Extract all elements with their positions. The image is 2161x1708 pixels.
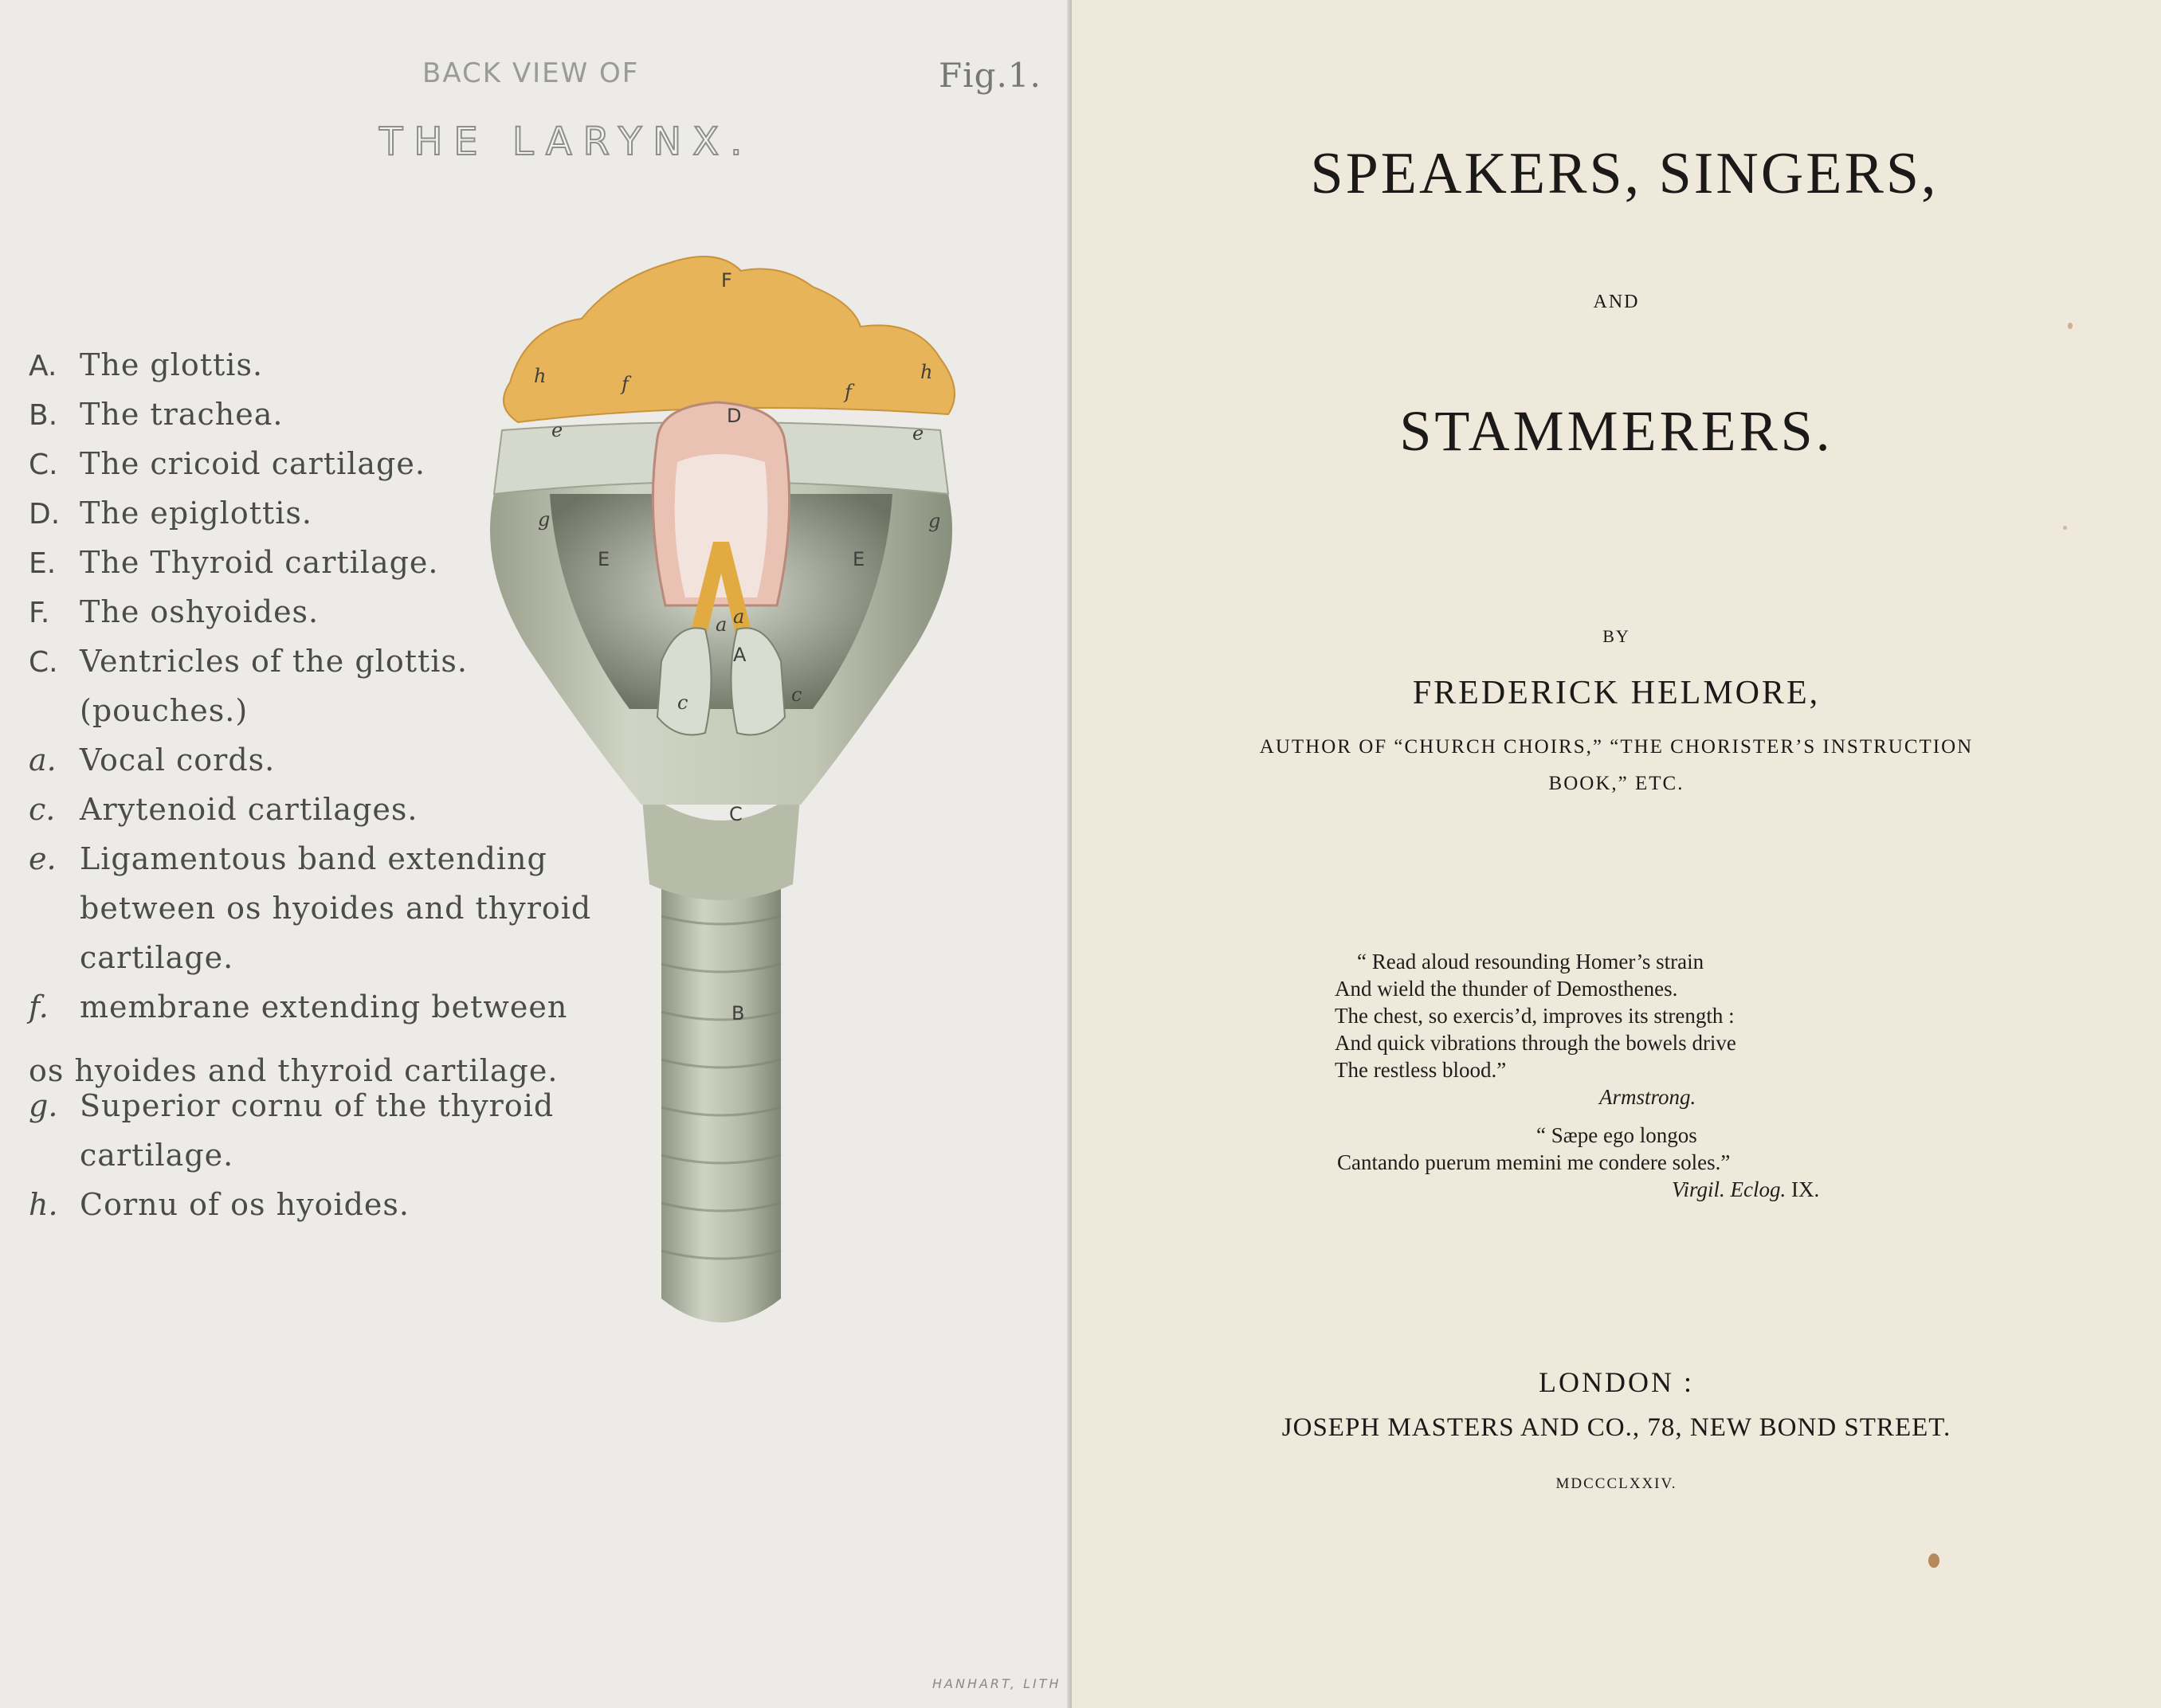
legend-text: cartilage. (80, 940, 234, 975)
epigraph-armstrong (1335, 948, 1736, 1111)
legend-key: c. (29, 792, 56, 827)
legend-item (29, 397, 283, 446)
epigraph2-attribution: Virgil. Eclog. IX. (1672, 1177, 1820, 1201)
legend-key: A. (29, 350, 57, 382)
epigraph1-attribution: Armstrong. (1599, 1085, 1696, 1109)
label-D: D (727, 405, 742, 427)
legend-item (29, 1138, 233, 1187)
by-line: BY (1602, 626, 1630, 646)
label-F: F (721, 269, 732, 292)
foxing-spot (2063, 526, 2067, 530)
label-a-left: a (716, 613, 728, 636)
legend-item (29, 545, 439, 594)
label-g-right: g (928, 510, 941, 532)
legend-text: membrane extending between (80, 989, 568, 1024)
legend-item (29, 742, 275, 792)
legend-key: h. (29, 1187, 58, 1222)
author-name: FREDERICK HELMORE, (1412, 675, 1821, 711)
legend-key: E. (29, 547, 57, 580)
legend-text: Superior cornu of the thyroid (80, 1088, 555, 1123)
label-a-right: a (733, 605, 745, 628)
plate-title-line2: THE LARYNX. (379, 119, 754, 164)
label-e-right: e (912, 422, 924, 445)
legend-item (29, 693, 248, 742)
legend-text: between os hyoides and thyroid (80, 891, 592, 926)
label-E-right: E (853, 548, 865, 570)
legend-key: D. (29, 498, 61, 531)
label-h-right: h (920, 361, 933, 383)
larynx-illustration (478, 231, 972, 1370)
legend-item (29, 496, 312, 545)
legend-text: The cricoid cartilage. (80, 446, 426, 481)
label-e-left: e (551, 419, 563, 441)
legend-text: Cornu of os hyoides. (80, 1187, 410, 1222)
epigraph1-line: “ Read aloud resounding Homer’s strain (1357, 950, 1704, 973)
legend-text: (pouches.) (80, 693, 249, 728)
legend-text: The trachea. (80, 397, 284, 432)
plate-page (0, 0, 1072, 1708)
epigraph1-line: And wield the thunder of Demosthenes. (1335, 977, 1678, 1001)
legend-item (29, 446, 426, 496)
legend-text: Vocal cords. (80, 742, 276, 778)
legend-item (29, 1088, 554, 1138)
legend-key: f. (29, 989, 49, 1024)
legend-text: The glottis. (80, 347, 264, 382)
legend-text: The epiglottis. (80, 496, 312, 531)
legend-item (29, 594, 319, 644)
legend-text: The Thyroid cartilage. (80, 545, 439, 580)
lithographer-credit: HANHART, LITH (932, 1676, 1061, 1691)
place: LONDON : (1539, 1366, 1694, 1398)
epigraph2-line: Cantando puerum memini me condere soles.” (1337, 1150, 1731, 1174)
label-f-right: f (845, 381, 852, 403)
legend-text: The oshyoides. (80, 594, 320, 629)
legend-item (29, 347, 263, 397)
label-g-left: g (538, 508, 551, 531)
legend-text: Ligamentous band extending (80, 841, 547, 876)
legend-key: F. (29, 597, 50, 629)
legend-text: Ventricles of the glottis. (80, 644, 468, 679)
legend-item (29, 792, 418, 841)
legend-key: C. (29, 449, 58, 481)
epigraph1-line: The chest, so exercis’d, improves its strength : (1335, 1004, 1735, 1028)
legend-key: g. (29, 1088, 58, 1123)
cricoid-cartilage (641, 789, 801, 900)
epigraph-virgil (1337, 1122, 1819, 1203)
label-C: C (729, 803, 743, 825)
label-E-left: E (598, 548, 610, 570)
author-note-line2: BOOK,” ETC. (1548, 773, 1684, 794)
label-c-right: c (791, 684, 802, 706)
label-c-left: c (677, 691, 688, 714)
year: MDCCCLXXIV. (1555, 1475, 1677, 1492)
title-line2: STAMMERERS. (1399, 399, 1834, 463)
legend-item (29, 1187, 410, 1236)
label-h-left: h (534, 365, 547, 387)
legend-text: cartilage. (80, 1138, 234, 1173)
epigraph1-line: The restless blood.” (1335, 1058, 1507, 1082)
foxing-spot (1928, 1553, 1939, 1568)
legend-text: Arytenoid cartilages. (80, 792, 418, 827)
legend-item (29, 644, 468, 693)
author-note-line1: AUTHOR OF “CHURCH CHOIRS,” “THE CHORISTER’S INSTRUCTION (1259, 736, 1974, 758)
epigraph2-line: “ Sæpe ego longos (1536, 1123, 1697, 1147)
trachea (661, 868, 781, 1322)
label-A: A (733, 644, 747, 666)
legend-key: a. (29, 742, 57, 778)
title-and: AND (1593, 292, 1640, 312)
label-f-left: f (622, 373, 629, 395)
title-line1: SPEAKERS, SINGERS, (1310, 141, 1939, 206)
legend-item (29, 841, 547, 891)
plate-title-line1: BACK VIEW OF (422, 57, 640, 89)
foxing-spot (2068, 323, 2073, 329)
legend-key: B. (29, 399, 58, 432)
title-page (1072, 0, 2161, 1708)
legend-item (29, 940, 233, 989)
legend-text: os hyoides and thyroid cartilage. (29, 1053, 559, 1088)
legend-key: C. (29, 646, 58, 679)
legend-key: e. (29, 841, 57, 876)
label-B: B (731, 1002, 745, 1024)
epigraph1-line: And quick vibrations through the bowels drive (1335, 1031, 1736, 1055)
figure-number: Fig.1. (939, 56, 1041, 95)
publisher: JOSEPH MASTERS AND CO., 78, NEW BOND STREET. (1281, 1413, 1951, 1442)
